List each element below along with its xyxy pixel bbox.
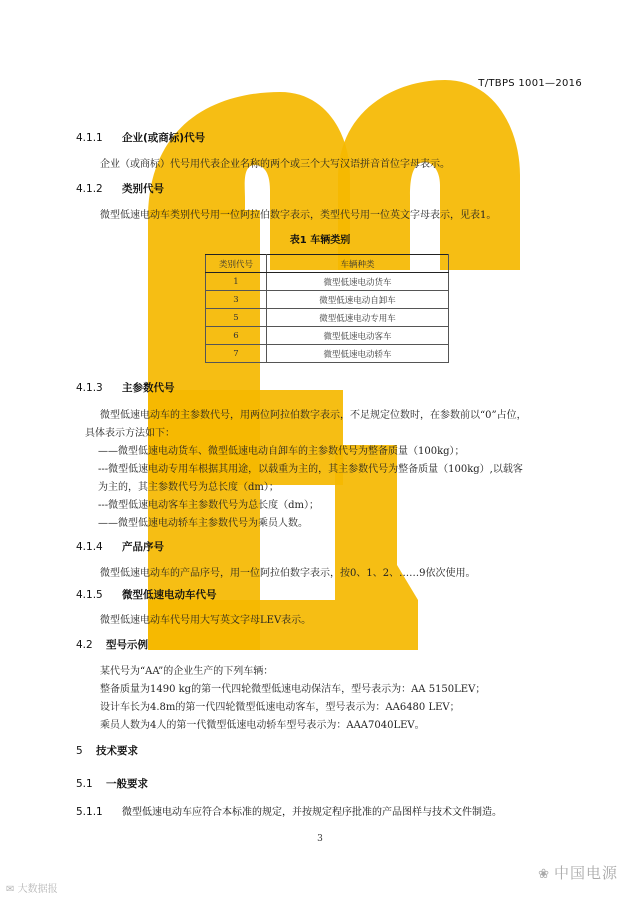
column-header: 类别代号 — [206, 255, 267, 273]
wechat-icon: ❀ — [538, 867, 550, 882]
section-4-1-1-heading — [76, 130, 205, 145]
list-item: ---微型低速电动专用车根据其用途，以载重为主的，其主参数代号为整备质量（100kg）,以载客 — [98, 464, 523, 475]
section-4-1-5-body: 微型低速电动车代号用大写英文字母LEV表示。 — [100, 615, 312, 626]
vehicle-category-table — [205, 254, 449, 363]
section-4-1-2-body: 微型低速电动车类别代号用一位阿拉伯数字表示，类型代号用一位英文字母表示，见表1。 — [100, 210, 497, 221]
table-header-row — [206, 255, 449, 273]
corner-watermark — [6, 880, 58, 895]
table-cell: 微型低速电动客车 — [267, 327, 449, 345]
example-line: 整备质量为1490 kg的第一代四轮微型低速电动保洁车，型号表示为：AA 5150LEV； — [100, 684, 486, 695]
section-number: 5.1.1 — [76, 806, 103, 818]
table-cell: 3 — [206, 291, 267, 309]
table-cell: 微型低速电动货车 — [267, 273, 449, 291]
table-cell: 5 — [206, 309, 267, 327]
example-line: 乘员人数为4人的第一代微型低速电动轿车型号表示为：AAA7040LEV。 — [100, 720, 425, 731]
table-row — [206, 345, 449, 363]
section-title: 产品序号 — [122, 541, 164, 553]
section-number: 4.1.2 — [76, 183, 103, 195]
section-title: 主参数代号 — [122, 382, 175, 394]
table-cell: 微型低速电动轿车 — [267, 345, 449, 363]
table-row — [206, 309, 449, 327]
section-number: 4.1.3 — [76, 382, 103, 394]
table-cell: 微型低速电动专用车 — [267, 309, 449, 327]
section-4-1-1-body: 企业（或商标）代号用代表企业名称的两个或三个大写汉语拼音首位字母表示。 — [100, 159, 450, 170]
section-4-1-3-heading — [76, 380, 175, 395]
section-title: 技术要求 — [96, 745, 138, 757]
section-title: 型号示例 — [106, 639, 148, 651]
section-title: 企业(或商标)代号 — [122, 132, 206, 144]
table-row — [206, 291, 449, 309]
section-4-1-4-body: 微型低速电动车的产品序号，用一位阿拉伯数字表示，按0、1、2、……9依次使用。 — [100, 568, 476, 579]
page-number: 3 — [317, 834, 323, 844]
table-caption: 表1 车辆类别 — [289, 235, 351, 246]
section-title: 微型低速电动车代号 — [122, 589, 217, 601]
table-row — [206, 327, 449, 345]
section-title: 类别代号 — [122, 183, 164, 195]
list-item-continuation: 为主的，其主参数代号为总长度（dm）； — [98, 482, 279, 493]
list-item: ---微型低速电动客车主参数代号为总长度（dm）； — [98, 500, 320, 511]
section-5-heading — [76, 743, 138, 758]
column-header: 车辆种类 — [267, 255, 449, 273]
paragraph-line: 具体表示方法如下： — [85, 428, 175, 439]
section-4-1-5-heading — [76, 587, 217, 602]
section-number: 4.1.4 — [76, 541, 103, 553]
section-4-2-heading — [76, 637, 148, 652]
section-number: 5 — [76, 745, 83, 757]
corner-watermark-text: 大数据报 — [17, 884, 58, 895]
paragraph-line: 微型低速电动车的主参数代号，用两位阿拉伯数字表示，不足规定位数时，在参数前以“0”占位， — [100, 410, 527, 421]
list-item: ——微型低速电动货车、微型低速电动自卸车的主参数代号为整备质量（100kg）； — [98, 446, 465, 457]
table-cell: 微型低速电动自卸车 — [267, 291, 449, 309]
section-body: 微型低速电动车应符合本标准的规定，并按规定程序批准的产品图样与技术文件制造。 — [122, 807, 502, 818]
table-cell: 6 — [206, 327, 267, 345]
section-4-1-4-heading — [76, 539, 164, 554]
paragraph-line: 某代号为“AA”的企业生产的下列车辆： — [100, 666, 274, 677]
section-4-1-2-heading — [76, 181, 164, 196]
chat-bubble-icon: ✉ — [6, 884, 15, 895]
table-cell: 7 — [206, 345, 267, 363]
table-row — [206, 273, 449, 291]
section-number: 4.1.5 — [76, 589, 103, 601]
section-5-1-1 — [76, 803, 502, 818]
standard-code: T/TBPS 1001—2016 — [478, 78, 582, 89]
list-item: ——微型低速电动轿车主参数代号为乘员人数。 — [98, 518, 308, 529]
source-logo — [538, 862, 618, 883]
source-logo-text: 中国电源 — [553, 864, 618, 882]
section-number: 4.2 — [76, 639, 93, 651]
table-cell: 1 — [206, 273, 267, 291]
section-5-1-heading — [76, 776, 148, 791]
section-number: 5.1 — [76, 778, 93, 790]
section-title: 一般要求 — [106, 778, 148, 790]
section-number: 4.1.1 — [76, 132, 103, 144]
example-line: 设计车长为4.8m的第一代四轮微型低速电动客车，型号表示为：AA6480 LEV； — [100, 702, 460, 713]
